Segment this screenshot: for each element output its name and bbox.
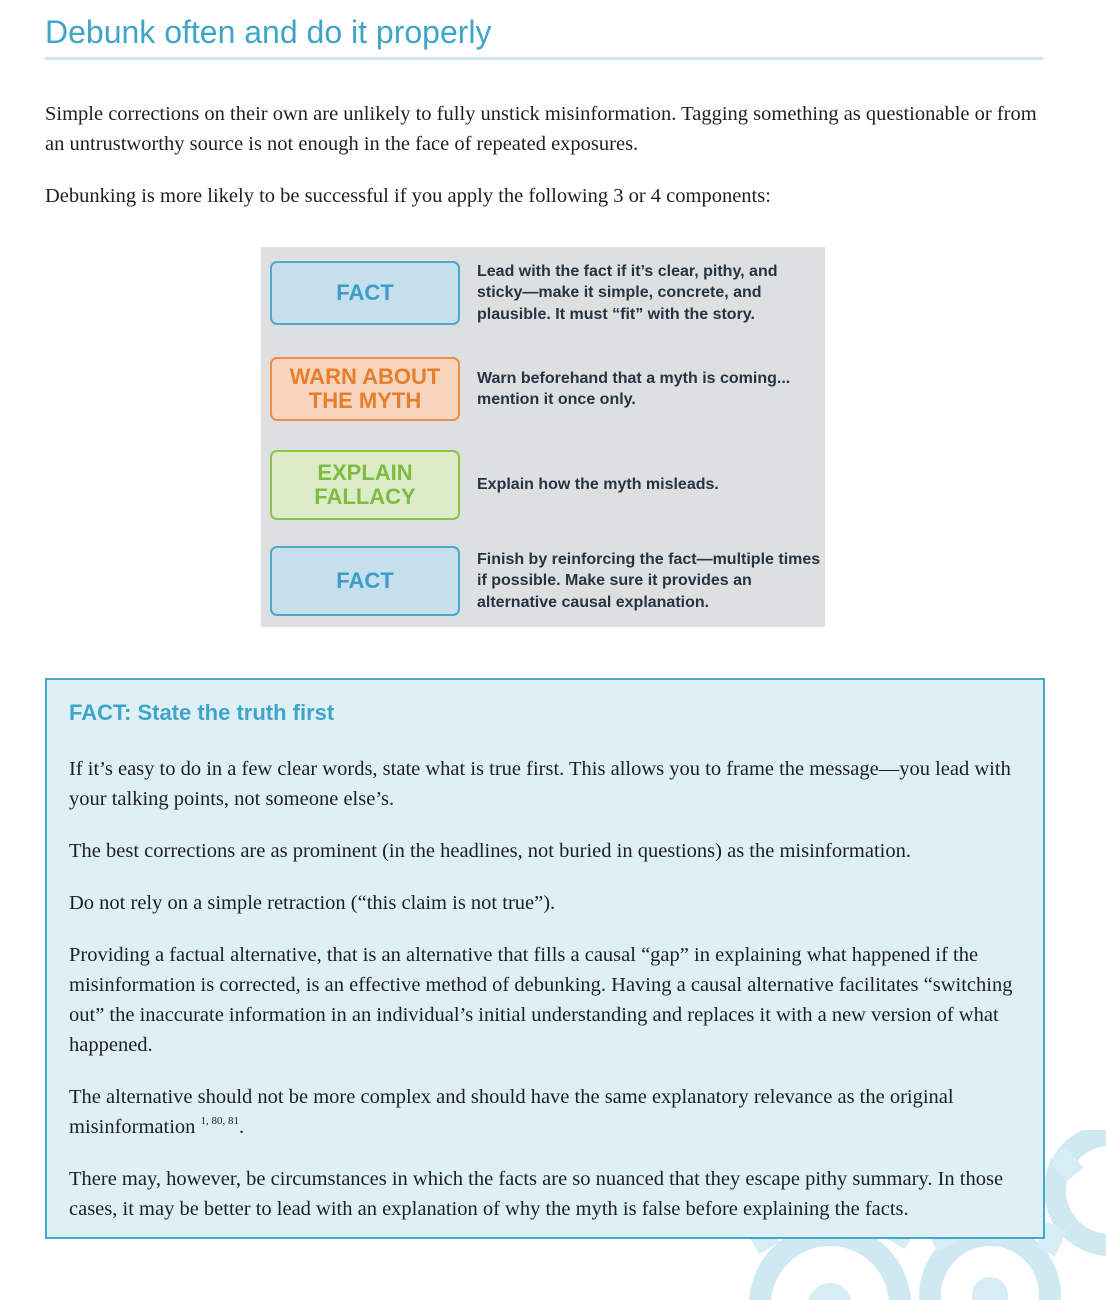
- step-warn-myth-box: [270, 357, 460, 421]
- fact-box-paragraph: The best corrections are as prominent (in the headlines, not buried in questions) as the misinformation.: [69, 840, 911, 862]
- page-title: Debunk often and do it properly: [45, 14, 1043, 60]
- step-fact-box: [270, 261, 460, 325]
- step-label-line-2: FALLACY: [314, 484, 416, 509]
- fact-box-paragraph: Do not rely on a simple retraction (“this claim is not true”).: [69, 892, 556, 914]
- fact-box-paragraph: Providing a factual alternative, that is an alternative that fills a causal “gap” in explaining what happened if the misinformation is corrected, is an effective method of debunking. Having a causal alternative facilitates “switching out” the inaccurate information in an individual’s initial understanding and replaces it with a new version of what happened.: [69, 944, 1013, 1056]
- step-label-line-1: EXPLAIN: [317, 460, 413, 485]
- fact-box-paragraph-with-refs: The alternative should not be more complex and should have the same explanatory relevance as the original misinformation $^{1, 80, 81}$.: [69, 1086, 954, 1138]
- intro-paragraph-2: Debunking is more likely to be successful if you apply the following 3 or 4 components:: [45, 185, 771, 207]
- step-fact-description: Lead with the fact if it’s clear, pithy, and sticky—make it simple, concrete, and plausible. It must “fit” with the story.: [477, 262, 778, 323]
- reference-superscript: 1, 80, 81: [200, 1115, 240, 1127]
- step-explain-fallacy-description: Explain how the myth misleads.: [477, 476, 719, 494]
- debunking-components-diagram: [261, 247, 825, 627]
- intro-paragraph-1: Simple corrections on their own are unlikely to fully unstick misinformation. Tagging something as questionable or from an untrustworthy source is not enough in the face of repeated exposures.: [45, 103, 1037, 155]
- step-label-line-1: WARN ABOUT: [289, 364, 441, 389]
- fact-callout-box: [45, 678, 1045, 1239]
- step-fact-final-description: Finish by reinforcing the fact—multiple times if possible. Make sure it provides an alternative causal explanation.: [477, 550, 821, 611]
- step-label-line-2: THE MYTH: [308, 388, 422, 413]
- step-warn-myth-description: Warn beforehand that a myth is coming... mention it once only.: [477, 369, 791, 408]
- step-explain-fallacy-box: [270, 450, 460, 520]
- fact-box-heading: FACT: State the truth first: [69, 700, 335, 725]
- step-fact-final-box: [270, 546, 460, 616]
- step-label: FACT: [336, 280, 394, 305]
- step-label: FACT: [336, 568, 394, 593]
- fact-box-paragraph: If it’s easy to do in a few clear words, state what is true first. This allows you to frame the message—you lead with your talking points, not someone else’s.: [69, 758, 1011, 810]
- fact-box-paragraph: There may, however, be circumstances in which the facts are so nuanced that they escape pithy summary. In those cases, it may be better to lead with an explanation of why the myth is false before explaining the facts.: [69, 1168, 1004, 1220]
